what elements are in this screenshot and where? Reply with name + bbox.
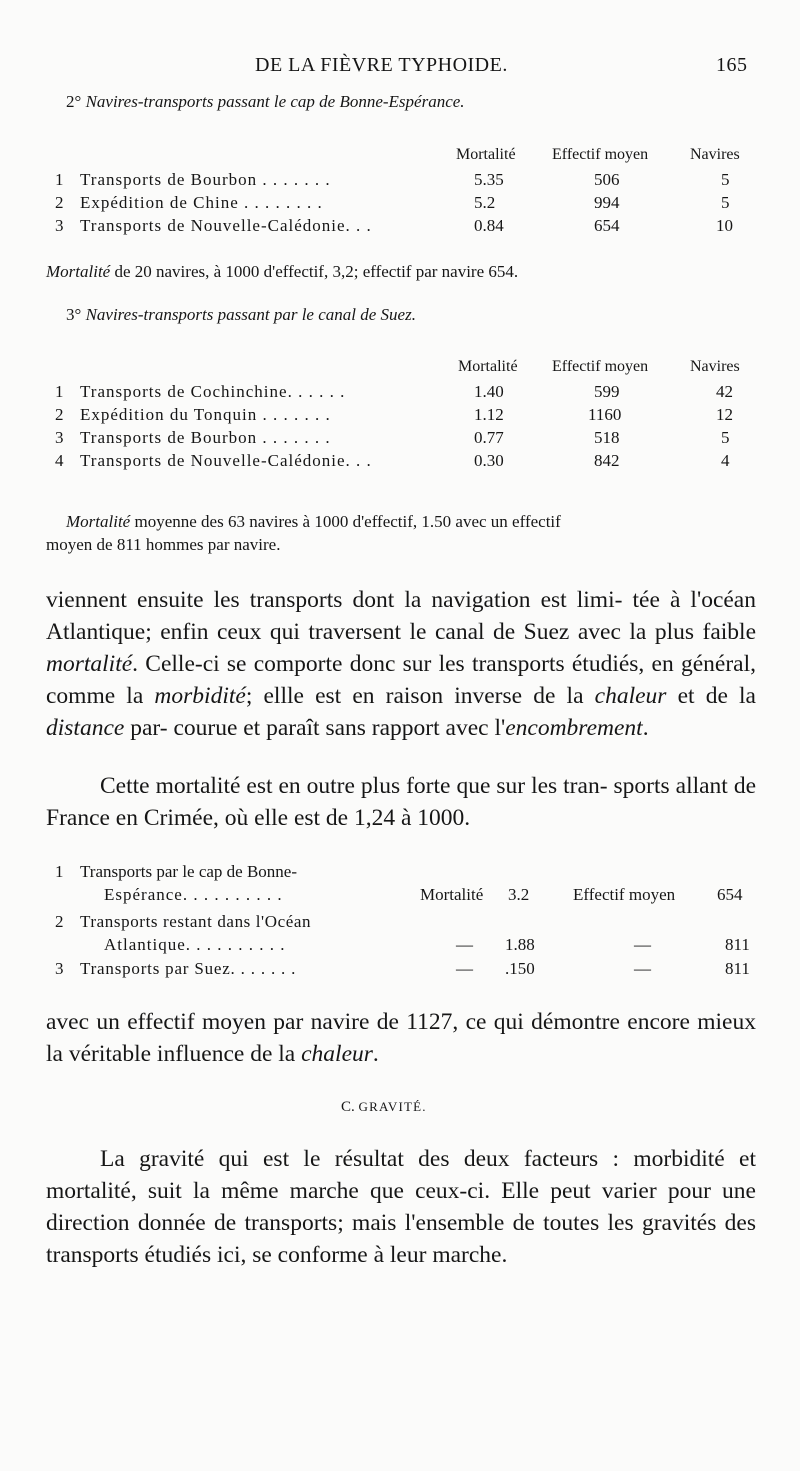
row-label-line1: Transports par Suez. . . . . . . [80,959,297,978]
emphasis: chaleur [301,1041,373,1067]
row-mortalite-label: Mortalité [420,885,484,904]
section-3-number: 3° [66,305,82,324]
row-number: 1 [55,382,64,401]
text-run: avec un effectif moyen par navire de 1127, ce qui démontre encore mieux la véritable influence de la [46,1009,756,1067]
row-mortalite: 1.40 [474,382,504,401]
section-3-title-text: Navires-transports passant par le canal de Suez. [85,305,416,324]
row-mortalite: 1.88 [505,935,535,954]
section-3-summary-line1 [66,512,561,532]
row-effectif-label: — [634,959,651,978]
row-label: Expédition de Chine . . . . . . . . [80,193,323,212]
text-run: . [642,715,649,741]
row-mortalite: 3.2 [508,885,530,904]
section-2-title-text: Navires-transports passant le cap de Bonne-Espérance. [85,92,465,111]
row-number: 4 [55,451,64,470]
body-paragraph-3 [46,1006,756,1070]
col-header-navires: Navires [690,358,740,375]
col-header-mortalite: Mortalité [456,146,516,163]
row-number: 3 [55,428,64,447]
body-paragraph-4: La gravité qui est le résultat des deux facteurs : morbidité et mortalité, suit la même marche que ceux-ci. Elle peut varier pour une direction donnée de transports; mais l'ensemble de toutes les gravités des transports étudiés ici, se conforme à leur marche. [46,1146,756,1268]
row-mortalite-label: — [456,935,473,954]
row-number: 3 [55,959,64,978]
row-label-line2: Espérance. . . . . . . . . . [104,885,283,904]
section-2-number: 2° [66,92,82,111]
row-number: 1 [55,862,64,881]
section-3-summary-line2: moyen de 811 hommes par navire. [46,535,281,554]
row-label: Transports de Nouvelle-Calédonie. . . [80,451,372,470]
text-run: par- courue et paraît sans rapport avec l' [124,715,506,741]
row-label-line2: Atlantique. . . . . . . . . . [104,935,286,954]
running-header: DE LA FIÈVRE TYPHOIDE. [255,54,508,76]
col-header-effectif: Effectif moyen [552,146,649,163]
row-number: 2 [55,193,64,212]
row-mortalite-label: — [456,959,473,978]
section-3-title [66,305,416,325]
row-navires: 5 [721,170,730,189]
row-number: 1 [55,170,64,189]
row-mortalite: 1.12 [474,405,504,424]
row-effectif: 654 [717,885,743,904]
row-label-line1: Transports par le cap de Bonne- [80,862,298,881]
row-effectif: 811 [725,959,750,978]
row-effectif: 506 [594,170,620,189]
row-navires: 4 [721,451,730,470]
col-header-effectif: Effectif moyen [552,358,649,375]
section-c-title: GRAVITÉ. [358,1099,427,1114]
row-mortalite: 5.2 [474,193,496,212]
row-label: Transports de Bourbon . . . . . . . [80,428,331,447]
text-run: et de la [666,683,756,709]
row-label: Expédition du Tonquin . . . . . . . [80,405,331,424]
text-run: viennent ensuite les transports dont la navigation est limi- tée à l'océan Atlantique; enfin ceux qui traversent le canal de Suez avec la plus faible [46,587,756,645]
text-run: . Celle-ci se comporte donc sur les transports étudiés, en général, comme la [46,651,756,709]
row-mortalite: .150 [505,959,535,978]
row-effectif: 599 [594,382,620,401]
row-effectif-label: — [634,935,651,954]
row-mortalite: 0.77 [474,428,504,447]
emphasis: encombrement [505,715,643,741]
row-effectif: 994 [594,193,620,212]
summary-text: moyenne des 63 navires à 1000 d'effectif, 1.50 avec un effectif [130,512,561,531]
summary-italic: Mortalité [46,262,111,281]
text-run: ; ellle est en raison inverse de la [245,683,595,709]
row-mortalite: 0.30 [474,451,504,470]
section-c-label: C. [341,1099,355,1115]
section-c-heading [341,1099,427,1116]
emphasis: mortalité [46,651,133,677]
row-label-line1: Transports restant dans l'Océan [80,912,312,931]
row-number: 3 [55,216,64,235]
emphasis: chaleur [594,683,667,709]
row-effectif: 518 [594,428,620,447]
page-number: 165 [716,54,748,76]
col-header-mortalite: Mortalité [458,358,518,375]
row-effectif: 1160 [588,405,622,424]
row-effectif-label: Effectif moyen [573,885,676,904]
row-mortalite: 0.84 [474,216,504,235]
body-paragraph-2: Cette mortalité est en outre plus forte que sur les tran- sports allant de France en Crimée, où elle est de 1,24 à 1000. [46,773,756,831]
row-effectif: 654 [594,216,620,235]
row-mortalite: 5.35 [474,170,504,189]
row-number: 2 [55,912,64,931]
row-label: Transports de Cochinchine. . . . . . [80,382,346,401]
row-navires: 12 [716,405,733,424]
row-navires: 5 [721,193,730,212]
col-header-navires: Navires [690,146,740,163]
section-2-title [66,92,465,112]
row-effectif: 842 [594,451,620,470]
body-paragraph-1 [46,584,756,744]
emphasis: distance [46,715,125,741]
row-label: Transports de Bourbon . . . . . . . [80,170,331,189]
row-navires: 10 [716,216,733,235]
row-navires: 5 [721,428,730,447]
row-effectif: 811 [725,935,750,954]
section-2-summary [46,262,518,282]
row-label: Transports de Nouvelle-Calédonie. . . [80,216,372,235]
emphasis: morbidité [154,683,246,709]
summary-text: de 20 navires, à 1000 d'effectif, 3,2; effectif par navire 654. [110,262,519,281]
row-navires: 42 [716,382,733,401]
text-run: . [372,1041,379,1067]
summary-italic: Mortalité [66,512,131,531]
row-number: 2 [55,405,64,424]
